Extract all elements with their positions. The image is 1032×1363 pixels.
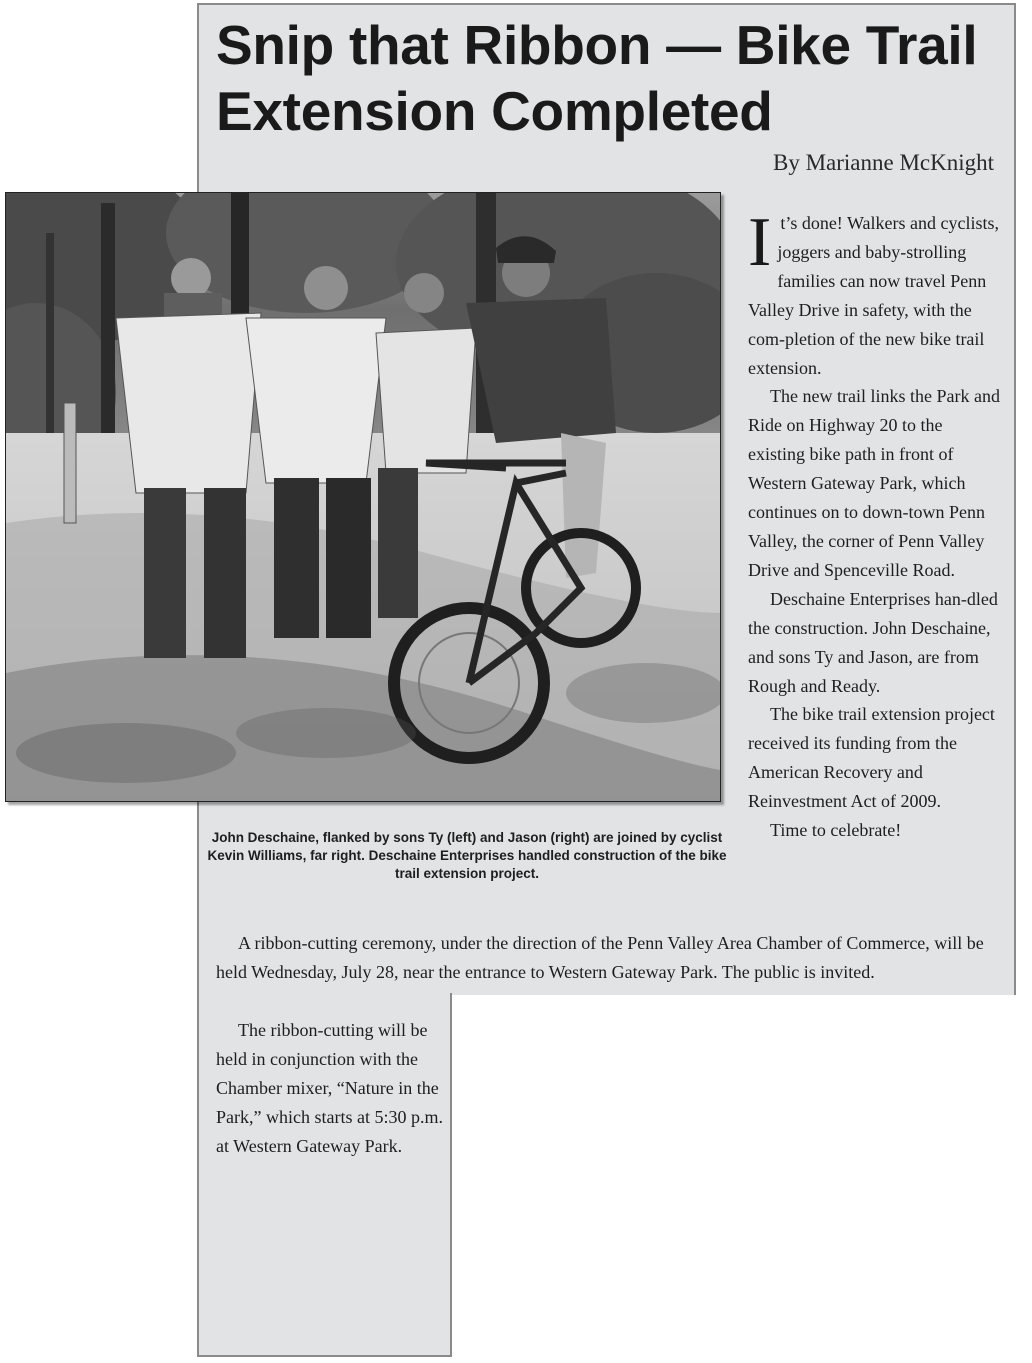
article-paragraph-7: The ribbon-cutting will be held in conjunction with the Chamber mixer, “Nature in the Park,” which starts at 5:30 p.m. at Western Gateway Park. (216, 1020, 443, 1156)
page-background-cutout (452, 995, 1032, 1363)
article-paragraph-3: Deschaine Enterprises han-dled the construction. John Deschaine, and sons Ty and Jason, are from Rough and Ready. (748, 588, 998, 696)
photo-caption: John Deschaine, flanked by sons Ty (left) and Jason (right) are joined by cyclist Kevin Williams, far right. Deschaine Enterprises handled construction of the bike trail extension project. (207, 830, 727, 881)
article-column-wide (216, 929, 986, 987)
article-paragraph-5: Time to celebrate! (770, 820, 902, 841)
article-column-right (748, 204, 1000, 845)
article-paragraph-1 (748, 204, 1000, 382)
article-column-narrow (216, 1016, 446, 1161)
article-photo (5, 192, 721, 802)
drop-cap: I (748, 204, 772, 281)
article-paragraph-6: A ribbon-cutting ceremony, under the direction of the Penn Valley Area Chamber of Commerce, will be held Wednesday, July 28, near the entrance to Western Gateway Park. The public is invited. (216, 933, 984, 982)
article-paragraph-1-text: t’s done! Walkers and cyclists, joggers and baby-strolling families can now travel Penn Valley Drive in safety, with the com-pletion of the new bike trail extension. (748, 213, 999, 378)
article-headline: Snip that Ribbon — Bike Trail Extension Completed (216, 14, 978, 142)
article-byline: By Marianne McKnight (772, 150, 994, 175)
article-paragraph-2: The new trail links the Park and Ride on Highway 20 to the existing bike path in front of Western Gateway Park, which continues on to down-town Penn Valley, the corner of Penn Valley Drive and Spenceville Road. (748, 386, 1000, 580)
article-paragraph-4: The bike trail extension project received its funding from the American Recovery and Reinvestment Act of 2009. (748, 704, 995, 812)
